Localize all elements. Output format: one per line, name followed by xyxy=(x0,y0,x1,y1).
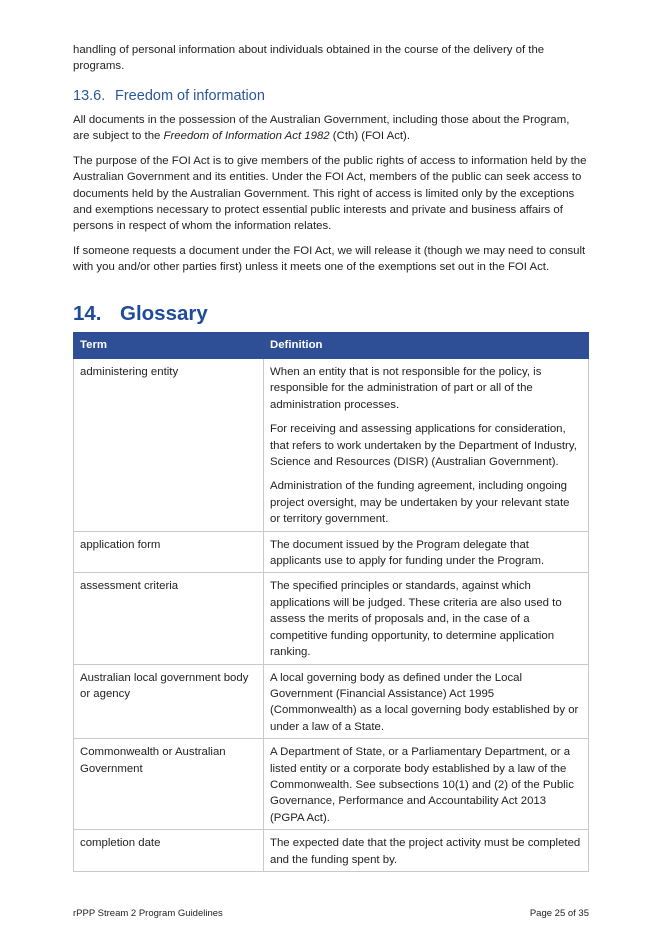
glossary-term: Commonwealth or Australian Government xyxy=(74,739,264,830)
table-row xyxy=(74,359,589,532)
glossary-table xyxy=(73,332,589,872)
header-definition: Definition xyxy=(264,333,589,359)
page-footer xyxy=(73,908,589,919)
glossary-definition xyxy=(264,359,589,532)
definition-paragraph: For receiving and assessing applications for consideration, that refers to work undertaken by the Department of Industry, Science and Resources (DISR) (Australian Government). xyxy=(270,423,577,469)
glossary-term: administering entity xyxy=(74,359,264,532)
section-body xyxy=(73,112,589,284)
definition-paragraph: Administration of the funding agreement, including ongoing project oversight, may be undertaken by your relevant state or territory government. xyxy=(270,480,570,526)
section-number: 13.6. xyxy=(73,88,106,104)
definition-paragraph: The expected date that the project activity must be completed and the funding spent by. xyxy=(270,837,581,866)
section-heading xyxy=(73,88,265,104)
glossary-definition xyxy=(264,830,589,872)
para1-text: All documents in the possession of the Australian Government, including those about the Program, are subject to the xyxy=(73,114,570,143)
footer-page-number: Page 25 of 35 xyxy=(529,908,589,919)
table-row xyxy=(74,830,589,872)
glossary-term: Australian local government body or agency xyxy=(74,664,264,739)
act-title: Freedom of Information Act 1982 xyxy=(163,130,330,143)
table-row xyxy=(74,531,589,573)
table-row xyxy=(74,739,589,830)
section-title: Freedom of information xyxy=(115,88,265,104)
para1-text-end: (Cth) (FOI Act). xyxy=(329,130,411,143)
header-term: Term xyxy=(74,333,264,359)
glossary-number: 14. xyxy=(73,302,102,325)
table-header-row xyxy=(74,333,589,359)
definition-paragraph: The document issued by the Program delegate that applicants use to apply for funding under the Program. xyxy=(270,538,545,568)
footer-doc-title: rPPP Stream 2 Program Guidelines xyxy=(73,908,223,919)
glossary-heading xyxy=(73,302,208,326)
definition-paragraph: When an entity that is not responsible for the policy, is responsible for the administration of part or all of the administration processes. xyxy=(270,366,542,411)
glossary-definition xyxy=(264,664,589,739)
intro-paragraph: handling of personal information about individuals obtained in the course of the delivery of the programs. xyxy=(73,44,545,73)
definition-paragraph: A local governing body as defined under the Local Government (Financial Assistance) Act 1995 (Commonwealth) as a local governing body established by or under a law of a State. xyxy=(270,671,579,733)
definition-paragraph: The specified principles or standards, against which applications will be judged. These criteria are also used to assess the merits of proposals and, in the case of a competitive funding opportunity, to determine application ranking. xyxy=(270,580,562,659)
foi-paragraph-1 xyxy=(73,112,589,145)
table-row xyxy=(74,664,589,739)
foi-paragraph-2: The purpose of the FOI Act is to give members of the public rights of access to information held by the Australian Government and its entities. Under the FOI Act, members of the public can seek access to documents held by the Australian Government. This right of access is limited only by the exceptions and exemptions necessary to protect essential public interests and private and business affairs of persons in respect of whom the information relates. xyxy=(73,154,587,233)
definition-paragraph: A Department of State, or a Parliamentary Department, or a listed entity or a corporate body established by a law of the Commonwealth. See subsections 10(1) and (2) of the Public Governance, Performance and Accountability Act 2013 (PGPA Act). xyxy=(270,746,574,824)
glossary-definition xyxy=(264,531,589,573)
glossary-term: completion date xyxy=(74,830,264,872)
glossary-definition xyxy=(264,573,589,664)
glossary-definition xyxy=(264,739,589,830)
glossary-term: assessment criteria xyxy=(74,573,264,664)
glossary-body xyxy=(74,359,589,872)
foi-paragraph-3: If someone requests a document under the FOI Act, we will release it (though we may need to consult with you and/or other parties first) unless it meets one of the exemptions set out in the FOI Act. xyxy=(73,244,586,274)
glossary-title: Glossary xyxy=(120,302,208,325)
glossary-term: application form xyxy=(74,531,264,573)
table-row xyxy=(74,573,589,664)
